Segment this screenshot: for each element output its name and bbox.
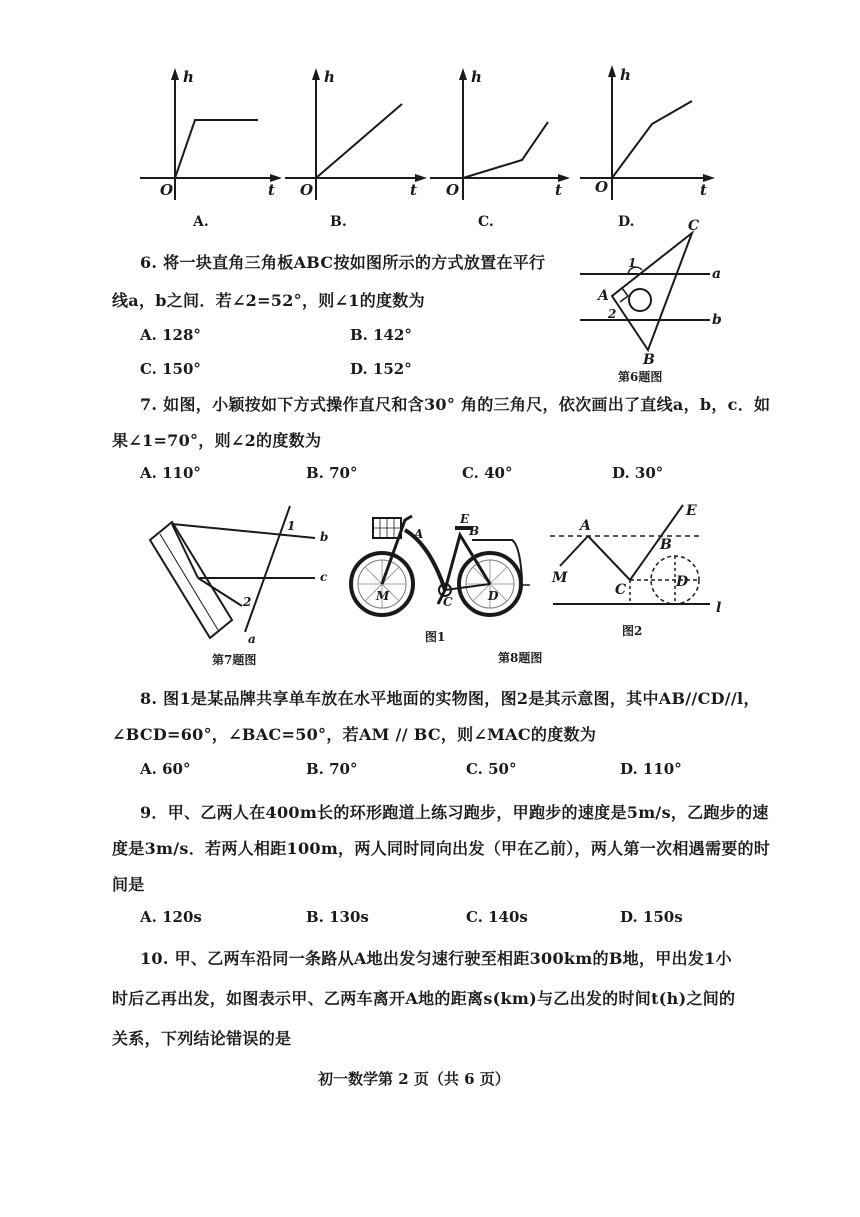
q6-label-a-line: a [712,266,722,282]
q8-diag-label-b: B [660,537,672,553]
graph-d-h-label: h [620,66,631,84]
q6-label-angle1: 1 [628,256,637,270]
q8-option-a: A. 60° [140,760,191,778]
q8-diag-label-e: E [686,503,697,519]
q9-option-a: A. 120s [140,908,202,926]
q10-line-3: 关系，下列结论错误的是 [112,1029,292,1048]
graph-a-t-label: t [268,181,275,199]
q8-line-1: 8. 图1是某品牌共享单车放在水平地面的实物图，图2是其示意图，其中AB//CD//l， [140,689,760,708]
graph-b-h-label: h [324,68,335,86]
q7-option-b: B. 70° [306,464,358,482]
q8-option-d: D. 110° [620,760,682,778]
q9-line-2: 度是3m/s．若两人相距100m，两人同时同向出发（甲在乙前），两人第一次相遇需要的时 [112,839,771,858]
q10-line-2: 时后乙再出发，如图表示甲、乙两车离开A地的距离s(km)与乙出发的时间t(h)之间的 [112,989,736,1008]
q6-label-c: C [688,218,700,234]
q7-label-angle2: 2 [243,595,252,609]
q7-option-d: D. 30° [612,464,664,482]
q8-diag-label-l: l [716,600,722,616]
graph-c-label: C. [478,214,494,230]
fig1-caption: 图1 [425,630,446,644]
graph-c-h-label: h [471,68,482,86]
graph-a-label: A. [193,214,209,230]
q8-caption: 第8题图 [498,651,543,665]
graph-d-label: D. [618,214,635,230]
q6-label-a-vertex: A [598,288,609,304]
bike-label-m: M [376,589,390,603]
q7-label-c: c [320,570,328,584]
fig2-caption: 图2 [622,624,643,638]
q6-label-b-vertex: B [643,352,655,368]
q9-line-1: 9．甲、乙两人在400m长的环形跑道上练习跑步，甲跑步的速度是5m/s，乙跑步的速 [140,803,769,822]
q10-line-1: 10. 甲、乙两车沿同一条路从A地出发匀速行驶至相距300km的B地，甲出发1小 [140,949,732,968]
q9-option-d: D. 150s [620,908,683,926]
q6-line-1: 6. 将一块直角三角板ABC按如图所示的方式放置在平行 [140,253,546,272]
q6-label-b-line: b [712,312,722,328]
q7-line-2: 果∠1=70°，则∠2的度数为 [112,431,322,450]
q6-option-d: D. 152° [350,360,412,378]
q8-line-2: ∠BCD=60°，∠BAC=50°，若AM // BC，则∠MAC的度数为 [112,725,597,744]
q7-label-angle1: 1 [287,519,296,533]
q7-caption: 第7题图 [212,653,257,667]
q8-diag-label-a: A [580,518,591,534]
q7-line-1: 7. 如图，小颖按如下方式操作直尺和含30° 角的三角尺，依次画出了直线a，b，c．如 [140,395,771,414]
q8-diag-label-d: D [676,574,689,590]
graph-b-origin: O [300,181,314,199]
page-footer: 初一数学第 2 页（共 6 页） [318,1070,510,1088]
graph-c-origin: O [446,181,460,199]
bike-label-b: B [469,524,480,538]
q6-label-angle2: 2 [608,307,617,321]
graph-d-t-label: t [700,181,707,199]
q6-option-b: B. 142° [350,326,412,344]
q7-option-a: A. 110° [140,464,201,482]
graph-b-label: B. [330,214,347,230]
q9-option-b: B. 130s [306,908,369,926]
graph-a-h-label: h [183,68,194,86]
q6-option-a: A. 128° [140,326,201,344]
q9-option-c: C. 140s [466,908,528,926]
graph-a-origin: O [160,181,174,199]
bike-label-a: A [414,527,424,541]
q7-label-b: b [320,530,329,544]
q7-option-c: C. 40° [462,464,513,482]
graph-c-t-label: t [555,181,562,199]
q9-line-3: 间是 [112,875,145,894]
q6-option-c: C. 150° [140,360,201,378]
bike-label-c: C [443,595,453,609]
q8-diag-label-c: C [615,582,627,598]
graph-b-t-label: t [410,181,417,199]
q8-option-c: C. 50° [466,760,517,778]
q8-option-b: B. 70° [306,760,358,778]
q8-diag-label-m: M [552,570,568,586]
q7-label-a: a [248,632,256,646]
graph-d-origin: O [595,178,609,196]
q6-line-2: 线a，b之间．若∠2=52°，则∠1的度数为 [112,291,425,310]
bike-label-e: E [460,512,470,526]
bike-label-d: D [488,589,499,603]
q6-caption: 第6题图 [618,370,663,384]
